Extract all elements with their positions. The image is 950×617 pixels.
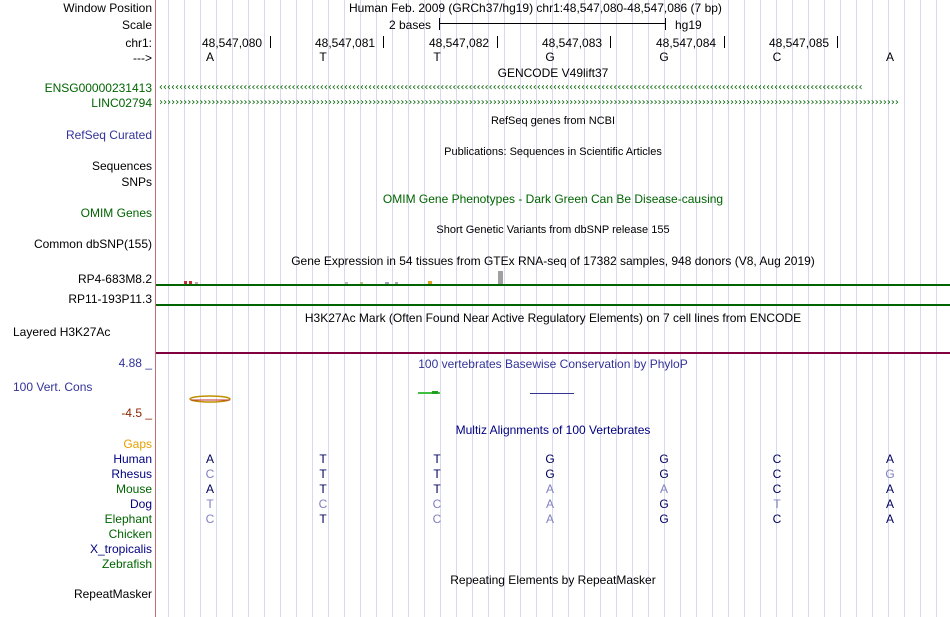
- reference-base: G: [545, 50, 555, 64]
- species-label[interactable]: Elephant: [104, 512, 152, 526]
- species-label[interactable]: Dog: [129, 497, 152, 511]
- chrom-label: chr1:: [125, 36, 152, 50]
- repeatmasker-title[interactable]: Repeating Elements by RepeatMasker: [450, 573, 656, 587]
- position-text[interactable]: Human Feb. 2009 (GRCh37/hg19) chr1:48,547,080-48,547,086 (7 bp): [349, 1, 722, 15]
- alignment-base: C: [205, 512, 215, 526]
- alignment-base: G: [885, 467, 895, 481]
- alignment-base: C: [772, 452, 782, 466]
- species-label[interactable]: Rhesus: [111, 467, 152, 481]
- ruler-tick: [270, 36, 271, 48]
- multiz-title[interactable]: Multiz Alignments of 100 Vertebrates: [455, 423, 651, 437]
- ruler-tick: [837, 36, 838, 48]
- alignment-base: A: [885, 512, 894, 526]
- scale-text: 2 bases: [389, 18, 432, 32]
- alignment-base: A: [885, 497, 894, 511]
- alignment-base: T: [206, 497, 214, 511]
- alignment-base: C: [772, 467, 782, 481]
- gtex-title[interactable]: Gene Expression in 54 tissues from GTEx RNA-seq of 17382 samples, 948 donors (V8, Aug 2019): [291, 254, 815, 268]
- ruler-position-label: 48,547,082: [429, 36, 490, 50]
- phylop-label[interactable]: 100 Vert. Cons: [13, 380, 93, 394]
- gene-label-linc[interactable]: LINC02794: [91, 96, 152, 110]
- species-label[interactable]: Zebrafish: [101, 557, 152, 571]
- dbsnp-title[interactable]: Short Genetic Variants from dbSNP release 155: [436, 224, 670, 236]
- ruler-tick: [610, 36, 611, 48]
- h3k27ac-label[interactable]: Layered H3K27Ac: [13, 325, 111, 339]
- ruler-position-label: 48,547,080: [202, 36, 263, 50]
- alignment-base: A: [885, 452, 894, 466]
- phylop-max: 4.88 _: [118, 356, 152, 370]
- gene-feature-ensg[interactable]: ‹‹‹‹‹‹‹‹‹‹‹‹‹‹‹‹‹‹‹‹‹‹‹‹‹‹‹‹‹‹‹‹‹‹‹‹‹‹‹‹‹‹‹‹‹‹‹‹‹‹‹‹‹‹‹‹‹‹‹‹‹‹‹‹‹‹‹‹‹‹‹‹‹‹‹‹‹‹‹‹‹‹‹‹‹‹‹‹‹‹‹‹‹‹‹‹‹‹‹‹‹‹‹‹‹‹‹‹‹‹‹‹‹‹‹‹‹‹‹‹‹‹‹‹‹‹‹‹‹‹‹‹‹‹‹‹‹‹‹‹‹‹‹‹‹‹‹‹‹‹‹‹‹‹‹‹‹‹‹‹‹‹‹‹‹‹‹‹‹‹‹‹‹‹‹: [158, 83, 862, 93]
- alignment-base: T: [433, 467, 441, 481]
- ruler-tick: [383, 36, 384, 48]
- strand-label[interactable]: --->: [133, 51, 152, 65]
- reference-base: T: [319, 50, 327, 64]
- alignment-base: A: [545, 512, 554, 526]
- dbsnp-label[interactable]: Common dbSNP(155): [33, 237, 152, 251]
- alignment-base: G: [659, 512, 669, 526]
- alignment-base: T: [773, 497, 781, 511]
- reference-base: C: [772, 50, 782, 64]
- refseq-title[interactable]: RefSeq genes from NCBI: [490, 115, 616, 127]
- alignment-base: C: [772, 512, 782, 526]
- alignment-base: G: [545, 467, 555, 481]
- gtex-gene-1-line: [156, 284, 950, 286]
- publications-title[interactable]: Publications: Sequences in Scientific Articles: [444, 146, 662, 158]
- reference-base: A: [885, 50, 894, 64]
- ruler-position-label: 48,547,081: [315, 36, 376, 50]
- h3k27ac-baseline: [156, 352, 950, 354]
- alignment-base: C: [772, 482, 782, 496]
- alignment-base: A: [205, 452, 214, 466]
- species-label[interactable]: X_tropicalis: [89, 542, 152, 556]
- alignment-base: A: [885, 482, 894, 496]
- alignment-base: A: [659, 482, 668, 496]
- alignment-base: T: [433, 452, 441, 466]
- alignment-base: T: [319, 452, 327, 466]
- alignment-base: A: [545, 482, 554, 496]
- alignment-base: T: [433, 482, 441, 496]
- reference-base: G: [659, 50, 669, 64]
- label-separator: [155, 0, 156, 617]
- alignment-base: G: [659, 467, 669, 481]
- alignment-base: G: [659, 497, 669, 511]
- alignment-base: A: [205, 482, 214, 496]
- scale-label: Scale: [121, 18, 152, 32]
- gaps-label[interactable]: Gaps: [123, 437, 152, 451]
- window-position-label: Window Position: [63, 1, 152, 15]
- h3k27ac-title[interactable]: H3K27Ac Mark (Often Found Near Active Regulatory Elements) on 7 cell lines from ENCODE: [304, 311, 802, 325]
- gtex-gene-2-label[interactable]: RP11-193P11.3: [68, 292, 152, 306]
- alignment-base: C: [205, 467, 215, 481]
- ruler-position-label: 48,547,083: [542, 36, 603, 50]
- alignment-base: T: [319, 482, 327, 496]
- ruler-tick: [724, 36, 725, 48]
- omim-label[interactable]: OMIM Genes: [80, 206, 152, 220]
- reference-base: T: [433, 50, 441, 64]
- alignment-base: C: [432, 497, 442, 511]
- reference-base: A: [205, 50, 214, 64]
- refseq-label[interactable]: RefSeq Curated: [65, 128, 152, 142]
- gtex-gene-2-line: [156, 304, 950, 306]
- phylop-title[interactable]: 100 vertebrates Basewise Conservation by PhyloP: [418, 357, 688, 371]
- species-label[interactable]: Mouse: [115, 482, 152, 496]
- omim-title[interactable]: OMIM Gene Phenotypes - Dark Green Can Be Disease-causing: [382, 192, 724, 206]
- repeatmasker-label[interactable]: RepeatMasker: [73, 587, 152, 601]
- alignment-base: T: [319, 512, 327, 526]
- gencode-title[interactable]: GENCODE V49lift37: [497, 66, 609, 80]
- alignment-base: C: [318, 497, 328, 511]
- gene-feature-linc[interactable]: ››››››››››››››››››››››››››››››››››››››››››››››››››››››››››››››››››››››››››››››››››››››››››››››››››››››››››››››››››››››››››››››››››››››››››››››››››››››››››››››››››››››››››››››››››››››››: [158, 98, 898, 108]
- sequences-label[interactable]: Sequences: [91, 159, 152, 173]
- gene-label-ensg[interactable]: ENSG00000231413: [44, 81, 152, 95]
- gtex-gene-1-label[interactable]: RP4-683M8.2: [77, 272, 152, 286]
- alignment-base: T: [319, 467, 327, 481]
- alignment-base: G: [545, 452, 555, 466]
- phylop-min: -4.5 _: [121, 406, 152, 420]
- alignment-base: G: [659, 452, 669, 466]
- alignment-base: A: [545, 497, 554, 511]
- ruler-position-label: 48,547,085: [769, 36, 830, 50]
- species-label[interactable]: Chicken: [108, 527, 152, 541]
- snps-label[interactable]: SNPs: [121, 175, 152, 189]
- ruler-tick: [497, 36, 498, 48]
- assembly-label: hg19: [675, 18, 702, 32]
- species-label[interactable]: Human: [113, 452, 152, 466]
- ruler-position-label: 48,547,084: [656, 36, 717, 50]
- alignment-base: C: [432, 512, 442, 526]
